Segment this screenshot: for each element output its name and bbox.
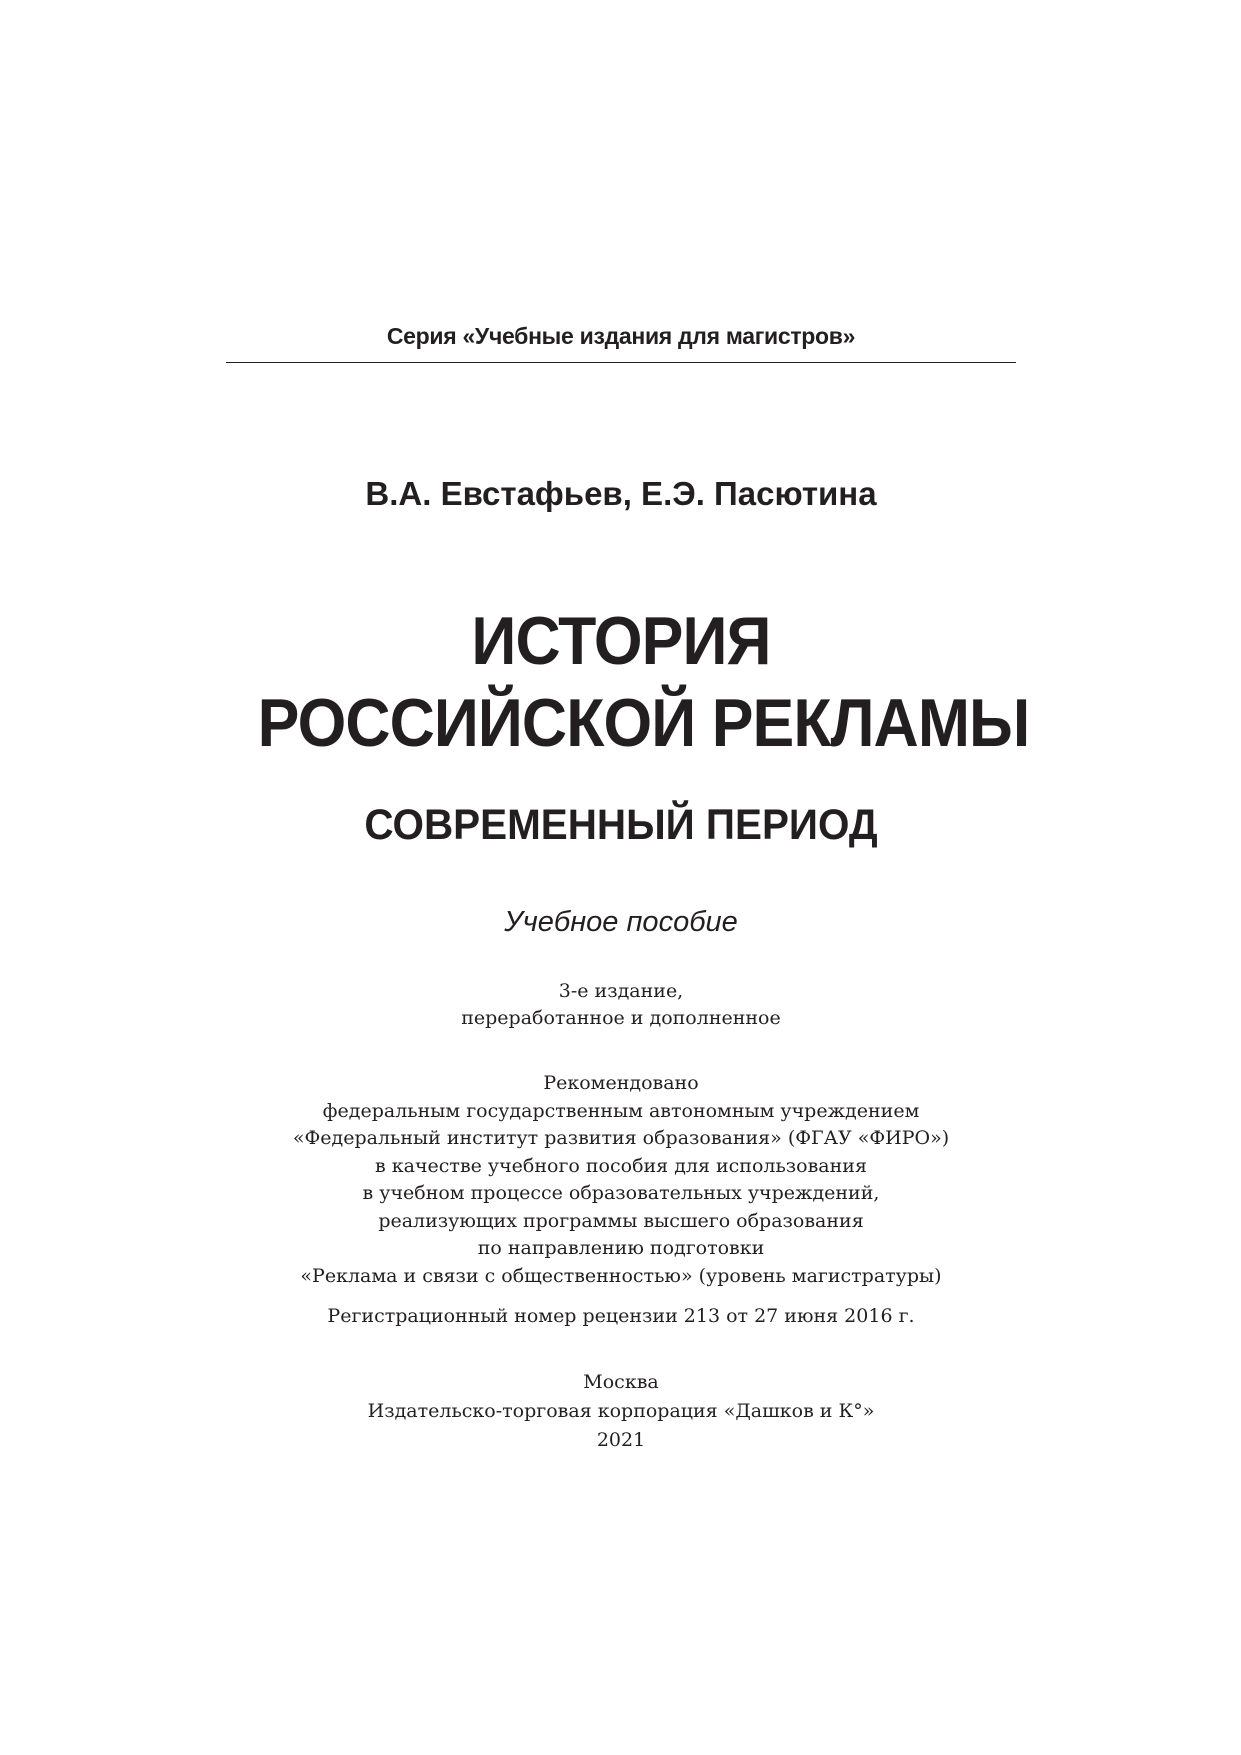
- imprint: [226, 1368, 1016, 1455]
- recommendation-line: в учебном процессе образовательных учреждений,: [362, 1182, 880, 1204]
- edition-line-1: 3-е издание,: [558, 980, 684, 1002]
- recommendation-line: «Федеральный институт развития образования» (ФГАУ «ФИРО»): [292, 1127, 950, 1149]
- series-title: Серия «Учебные издания для магистров»: [386, 323, 856, 349]
- book-title-line-2: РОССИЙСКОЙ РЕКЛАМЫ: [257, 685, 1030, 761]
- authors: В.А. Евстафьев, Е.Э. Пасютина: [365, 475, 877, 512]
- recommendation-line: по направлению подготовки: [477, 1237, 765, 1259]
- imprint-city: Москва: [583, 1371, 659, 1393]
- imprint-year: 2021: [596, 1429, 646, 1451]
- book-title-line-1: ИСТОРИЯ: [471, 603, 771, 679]
- series-divider: [226, 362, 1016, 363]
- recommendation-line: «Реклама и связи с общественностью» (уровень магистратуры): [300, 1264, 942, 1287]
- imprint-publisher: Издательско-торговая корпорация «Дашков и К°»: [367, 1400, 875, 1422]
- recommendation-line: федеральным государственным автономным учреждением: [322, 1099, 920, 1122]
- recommendation-block: [226, 1070, 1016, 1290]
- document-type: Учебное пособие: [504, 906, 738, 938]
- book-title: [257, 600, 1030, 764]
- recommendation-line: в качестве учебного пособия для использования: [375, 1154, 867, 1177]
- edition-info: [226, 978, 1016, 1032]
- book-subtitle: СОВРЕМЕННЫЙ ПЕРИОД: [364, 801, 878, 849]
- edition-line-2: переработанное и дополненное: [461, 1007, 781, 1029]
- recommendation-line: Рекомендовано: [543, 1072, 699, 1094]
- recommendation-line: реализующих программы высшего образования: [378, 1209, 864, 1232]
- registration-number: Регистрационный номер рецензии 213 от 27 июня 2016 г.: [327, 1305, 915, 1327]
